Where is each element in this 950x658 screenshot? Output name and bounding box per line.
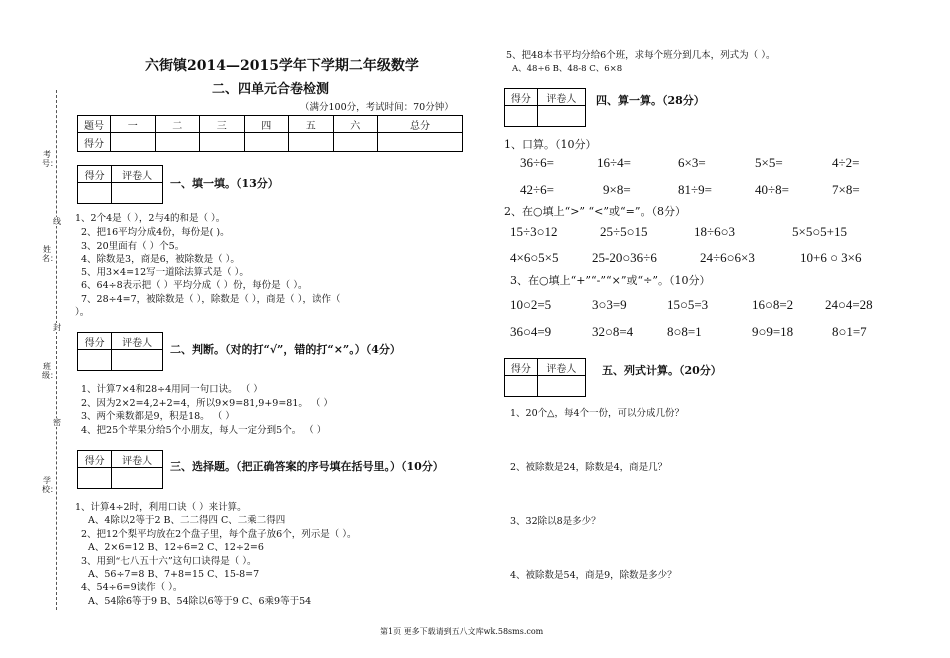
operator-item: 10○2=5 bbox=[510, 297, 552, 312]
section-1-title: 一、填一填。（13分） bbox=[170, 177, 279, 190]
section-4-title: 四、算一算。（28分） bbox=[596, 94, 705, 107]
score-header-cell: 题号 bbox=[78, 116, 111, 133]
score-header-cell: 二 bbox=[155, 116, 200, 133]
score-cell bbox=[155, 133, 200, 152]
label-xingming: 姓名： bbox=[42, 245, 58, 263]
compare-item: 25÷5○15 bbox=[600, 224, 648, 239]
sec4-part3: 3、在○填上“+”“-”“×”或“÷”。（10分） bbox=[510, 274, 711, 287]
calc-item: 42÷6= bbox=[520, 182, 554, 197]
score-header-cell: 三 bbox=[200, 116, 245, 133]
grader-box bbox=[77, 332, 163, 371]
label-banji: 班级： bbox=[42, 362, 58, 380]
score-cell bbox=[289, 133, 334, 152]
operator-item: 8○8=1 bbox=[667, 324, 702, 339]
sec5-item: 4、被除数是54，商是9，除数是多少？ bbox=[510, 570, 677, 581]
sec4-part1: 1、口算。（10分） bbox=[504, 138, 597, 151]
sec5-item: 3、32除以8是多少？ bbox=[510, 516, 601, 527]
grader-defen: 得分 bbox=[505, 89, 538, 106]
score-cell bbox=[111, 133, 156, 152]
sec3-question: 4、54÷6=9读作（ ）。 bbox=[81, 582, 183, 593]
q5-options: A、48÷6 B、48-8 C、6×8 bbox=[512, 64, 623, 74]
grader-box bbox=[77, 450, 163, 489]
sec2-item: 3、两个乘数都是9，积是18。 （ ） bbox=[81, 411, 235, 422]
sec2-item: 2、因为2×2=4,2+2=4，所以9×9=81,9+9=81。 （ ） bbox=[81, 398, 333, 409]
compare-item: 4×6○5×5 bbox=[510, 250, 559, 265]
sec3-question: 3、用到“七八五十六”这句口诀得是（ ）。 bbox=[81, 556, 257, 567]
compare-item: 10+6 ○ 3×6 bbox=[800, 250, 862, 265]
compare-item: 18÷6○3 bbox=[694, 224, 735, 239]
sec1-item: 1、2个4是（ ），2与4的和是（ ）。 bbox=[75, 213, 226, 224]
sec1-item: 6、64÷8表示把（ ）平均分成（ ）份，每份是（ ）。 bbox=[81, 280, 308, 291]
sec2-item: 4、把25个苹果分给5个小朋友，每人一定分到5个。 （ ） bbox=[81, 425, 327, 436]
grader-pingjuan: 评卷人 bbox=[537, 359, 585, 376]
operator-item: 15○5=3 bbox=[667, 297, 709, 312]
score-cell bbox=[378, 133, 463, 152]
label-mi: 密 bbox=[53, 418, 61, 427]
score-header-cell: 一 bbox=[111, 116, 156, 133]
score-cell bbox=[333, 133, 378, 152]
sec4-part2: 2、在○填上“>” “<”或“=”。（8分） bbox=[504, 205, 686, 218]
operator-item: 16○8=2 bbox=[752, 297, 794, 312]
sec3-options: A、56÷7=8 B、7+8=15 C、15-8=7 bbox=[88, 569, 260, 580]
section-5-title: 五、列式计算。（20分） bbox=[602, 364, 722, 377]
compare-item: 5×5○5+15 bbox=[792, 224, 848, 239]
sec1-item: 2、把16平均分成4份，每份是( )。 bbox=[81, 227, 230, 238]
score-header-cell: 六 bbox=[333, 116, 378, 133]
sec1-item: 5、用3×4=12写一道除法算式是（ ）。 bbox=[81, 267, 249, 278]
score-header-cell: 四 bbox=[244, 116, 289, 133]
sec3-options: A、54除6等于9 B、54除以6等于9 C、6乘9等于54 bbox=[88, 596, 312, 607]
section-3-title: 三、选择题。（把正确答案的序号填在括号里。）（10分） bbox=[170, 460, 444, 473]
operator-item: 32○8=4 bbox=[592, 324, 634, 339]
grader-defen: 得分 bbox=[78, 333, 112, 350]
score-row-label: 得分 bbox=[78, 133, 111, 152]
operator-item: 3○3=9 bbox=[592, 297, 627, 312]
grader-defen: 得分 bbox=[78, 451, 112, 468]
page-footer: 第1页 更多下载请到五八文库wk.58sms.com bbox=[380, 627, 544, 636]
operator-item: 24○4=28 bbox=[825, 297, 873, 312]
score-header-cell: 五 bbox=[289, 116, 334, 133]
sec1-item: ）。 bbox=[75, 307, 90, 318]
score-info: （满分100分，考试时间：70分钟） bbox=[300, 102, 454, 113]
calc-item: 5×5= bbox=[755, 155, 783, 170]
grader-pingjuan: 评卷人 bbox=[112, 166, 163, 183]
compare-item: 25-20○36÷6 bbox=[592, 250, 657, 265]
score-cell bbox=[244, 133, 289, 152]
calc-item: 6×3= bbox=[678, 155, 706, 170]
grader-defen: 得分 bbox=[78, 166, 112, 183]
calc-item: 9×8= bbox=[603, 182, 631, 197]
score-header-cell: 总分 bbox=[378, 116, 463, 133]
page-title: 六街镇2014—2015学年下学期二年级数学 bbox=[145, 58, 419, 74]
compare-item: 24÷6○6×3 bbox=[700, 250, 755, 265]
operator-item: 9○9=18 bbox=[752, 324, 794, 339]
grader-defen: 得分 bbox=[505, 359, 538, 376]
label-feng: 封 bbox=[53, 323, 61, 332]
q5-line: 5、把48本书平均分给6个班，求每个班分到几本，列式为（ ）。 bbox=[506, 50, 776, 61]
score-table bbox=[77, 115, 463, 152]
sec5-item: 1、20个△，每4个一份，可以分成几份？ bbox=[510, 408, 684, 419]
grader-pingjuan: 评卷人 bbox=[112, 451, 163, 468]
binding-line bbox=[56, 90, 57, 610]
grader-box bbox=[77, 165, 163, 204]
page-subtitle: 二、四单元合卷检测 bbox=[212, 82, 330, 97]
label-kaohao: 考号： bbox=[42, 150, 58, 168]
sec1-item: 4、除数是3，商是6，被除数是（ ）。 bbox=[81, 254, 240, 265]
sec2-item: 1、计算7×4和28÷4用同一句口诀。 （ ） bbox=[81, 384, 263, 395]
label-xian: 线 bbox=[53, 217, 61, 226]
sec5-item: 2、被除数是24，除数是4，商是几？ bbox=[510, 462, 668, 473]
calc-item: 4÷2= bbox=[832, 155, 860, 170]
calc-item: 36÷6= bbox=[520, 155, 554, 170]
grader-box bbox=[504, 358, 586, 397]
label-xuexiao: 学校： bbox=[42, 476, 58, 494]
sec3-options: A、4除以2等于2 B、二二得四 C、二乘二得四 bbox=[88, 515, 286, 526]
compare-item: 15÷3○12 bbox=[510, 224, 558, 239]
operator-item: 8○1=7 bbox=[832, 324, 867, 339]
calc-item: 7×8= bbox=[832, 182, 860, 197]
sec3-question: 1、计算4÷2时，利用口诀（ ）来计算。 bbox=[75, 502, 247, 513]
calc-item: 40÷8= bbox=[755, 182, 789, 197]
sec3-question: 2、把12个梨平均放在2个盘子里，每个盘子放6个，列示是（ ）。 bbox=[81, 529, 357, 540]
sec1-item: 3、20里面有（ ）个5。 bbox=[81, 241, 185, 252]
score-cell bbox=[200, 133, 245, 152]
calc-item: 81÷9= bbox=[678, 182, 712, 197]
grader-box bbox=[504, 88, 586, 127]
grader-pingjuan: 评卷人 bbox=[112, 333, 163, 350]
calc-item: 16÷4= bbox=[597, 155, 631, 170]
sec1-item: 7、28÷4=7，被除数是（ ），除数是（ ），商是（ ），读作（ bbox=[81, 294, 341, 305]
grader-pingjuan: 评卷人 bbox=[537, 89, 585, 106]
section-2-title: 二、判断。（对的打“√”，错的打“×”。）（4分） bbox=[170, 343, 401, 356]
sec3-options: A、2×6=12 B、12÷6=2 C、12÷2=6 bbox=[88, 542, 264, 553]
operator-item: 36○4=9 bbox=[510, 324, 552, 339]
